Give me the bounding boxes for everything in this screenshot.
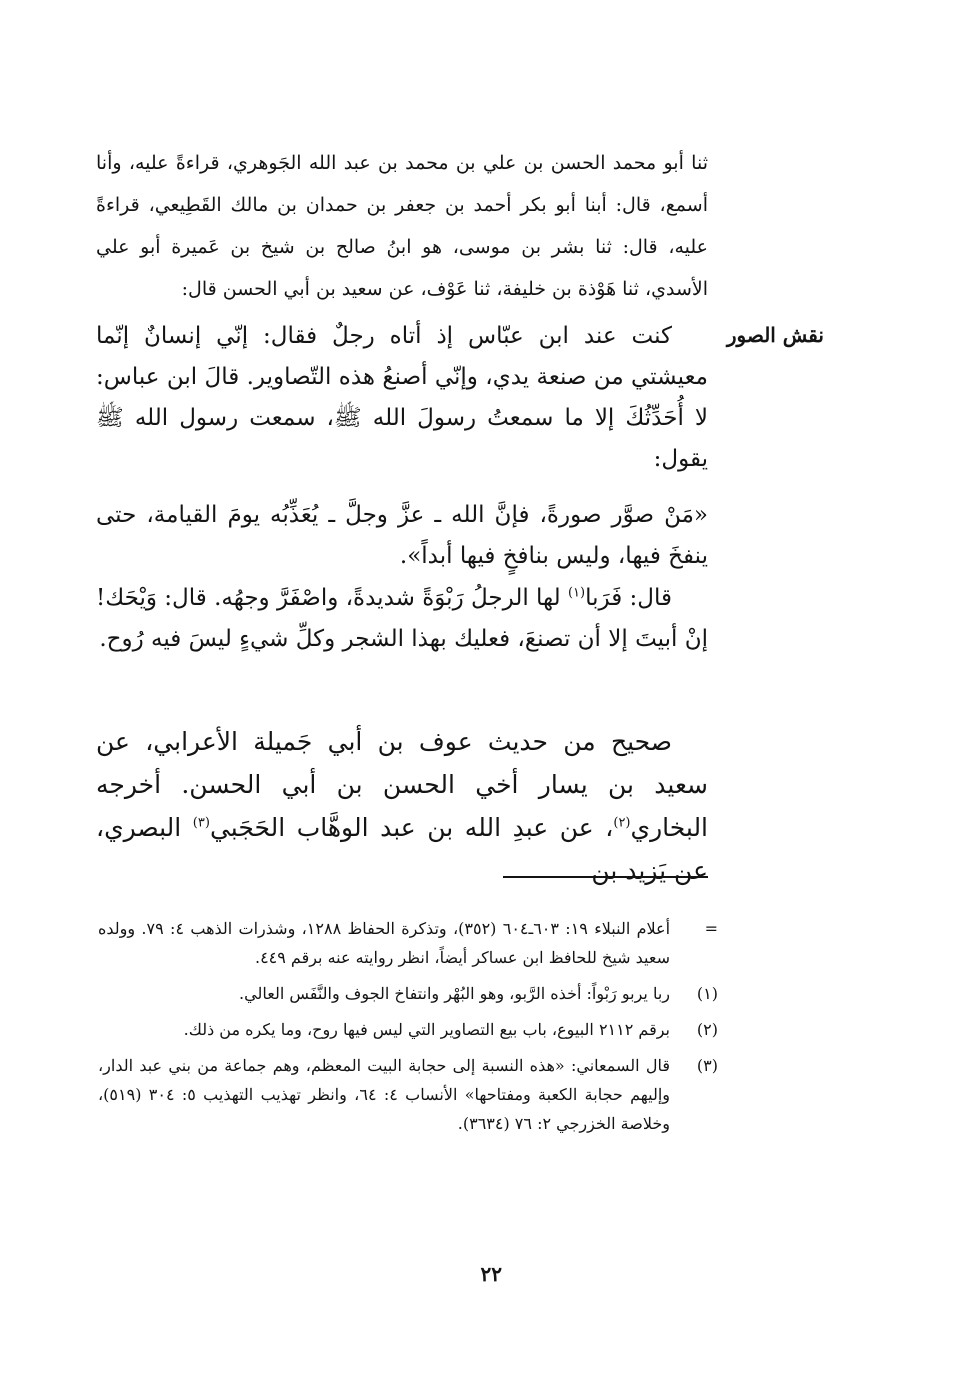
hadith-continuation (96, 578, 708, 660)
footnote-2 (98, 1015, 718, 1044)
page-number: ٢٢ (480, 1262, 502, 1286)
isnad-chain: ثنا أبو محمد الحسن بن علي بن محمد بن عبد الله الجَوهري، قراءةً عليه، وأنا أسمع، قال: أبنا أبو بكر أحمد بن جعفر بن حمدان بن مالك القَطِيعي، قراءةً عليه، قال: ثنا بشر بن موسى، هو ابنُ صالح بن شيخ بن عَميرة أبو علي الأسدي، ثنا هَوْذة بن خليفة، ثنا عَوْف، عن سعيد بن أبي الحسن قال: (96, 152, 708, 300)
footnotes (98, 914, 718, 1145)
footnote-text: أعلام النبلاء ١٩: ٦٠٣ـ٦٠٤ (٣٥٢)، وتذكرة الحفاظ ١٢٨٨، وشذرات الذهب ٤: ٧٩. وولده سعيد شيخ للحافظ ابن عساكر أيضاً، انظر روايته عنه برقم ٤٤٩. (98, 919, 671, 967)
takhrij-part-2: ، عن عبدِ الله بن عبد الوهَّاب الحَجَبي (209, 813, 614, 842)
hadith-narration-text: كنت عند ابن عبّاس إذ أتاه رجلٌ فقال: إنّي إنسانٌ إنّما معيشتي من صنعة يدي، وإنّي أصنعُ هذه التّصاوير. قالَ ابن عباس: لا أُحَدِّثُكَ إلا ما سمعتُ رسولَ الله ﷺ، سمعت رسول الله ﷺ يقول: (96, 323, 708, 472)
footnote-1 (98, 979, 718, 1008)
footnote-marker: (٣) (696, 1056, 718, 1075)
margin-note: نقش الصور (726, 323, 824, 347)
footnote-marker: = (704, 919, 718, 938)
footnote-text: قال السمعاني: «هذه النسبة إلى حجابة البيت المعظم، وهم جماعة من بني عبد الدار، وإليهم حجابة الكعبة ومفتاحها» الأنساب ٤: ٦٤، وانظر تهذيب التهذيب ٥: ٣٠٤ (٥١٩)، وخلاصة الخزرجي ٢: ٧٦ (٣٦٣٤). (98, 1056, 671, 1133)
footnote-ref-1: (١) (567, 585, 586, 601)
takhrij-part-1: صحيح من حديث عوف بن أبي جَميلة الأعرابي، عن سعيد بن يسار أخي الحسن بن أبي الحسن. أخرجه البخاري (96, 727, 709, 842)
takhrij-part-3: البصري، عن يَزيد بن (96, 813, 708, 885)
footnote-text: برقم ٢١١٢ البيوع، باب بيع التصاوير التي ليس فيها روح، وما يكره من ذلك. (183, 1020, 670, 1039)
footnote-marker: (١) (696, 984, 718, 1003)
footnote-marker: (٢) (696, 1020, 718, 1039)
takhrij-paragraph (96, 720, 708, 892)
footnote-text: ربا يربو رَبْواً: أخذه الرَّبو، وهو البُهْر وانتفاخ الجوف والنَّفَس العالي. (239, 984, 670, 1003)
footnote-ref-2: (٢) (613, 815, 631, 831)
footnote-separator (503, 876, 708, 878)
footnote-3 (98, 1051, 718, 1138)
hadith-text: «مَنْ صوَّر صورةً، فإنَّ الله ـ عزَّ وجلَّ ـ يُعَذِّبُه يومَ القيامة، حتى ينفخَ فيها، وليس بنافخٍ فيها أبداً». (96, 502, 708, 569)
footnote-ref-3: (٣) (192, 815, 210, 831)
hadith-continuation-rest: لها الرجلُ رَبْوَةً شديدةً، واصْفَرَّ وجهُه. قال: وَيْحَك! إنْ أبيتَ إلا أن تصنعَ، فعليك بهذا الشجر وكلِّ شيءٍ ليسَ فيه رُوح. (96, 585, 708, 652)
hadith-narration (96, 316, 708, 480)
hadith-continuation-start: قال: فَرَبا (585, 585, 672, 611)
footnote-continuation (98, 914, 718, 972)
